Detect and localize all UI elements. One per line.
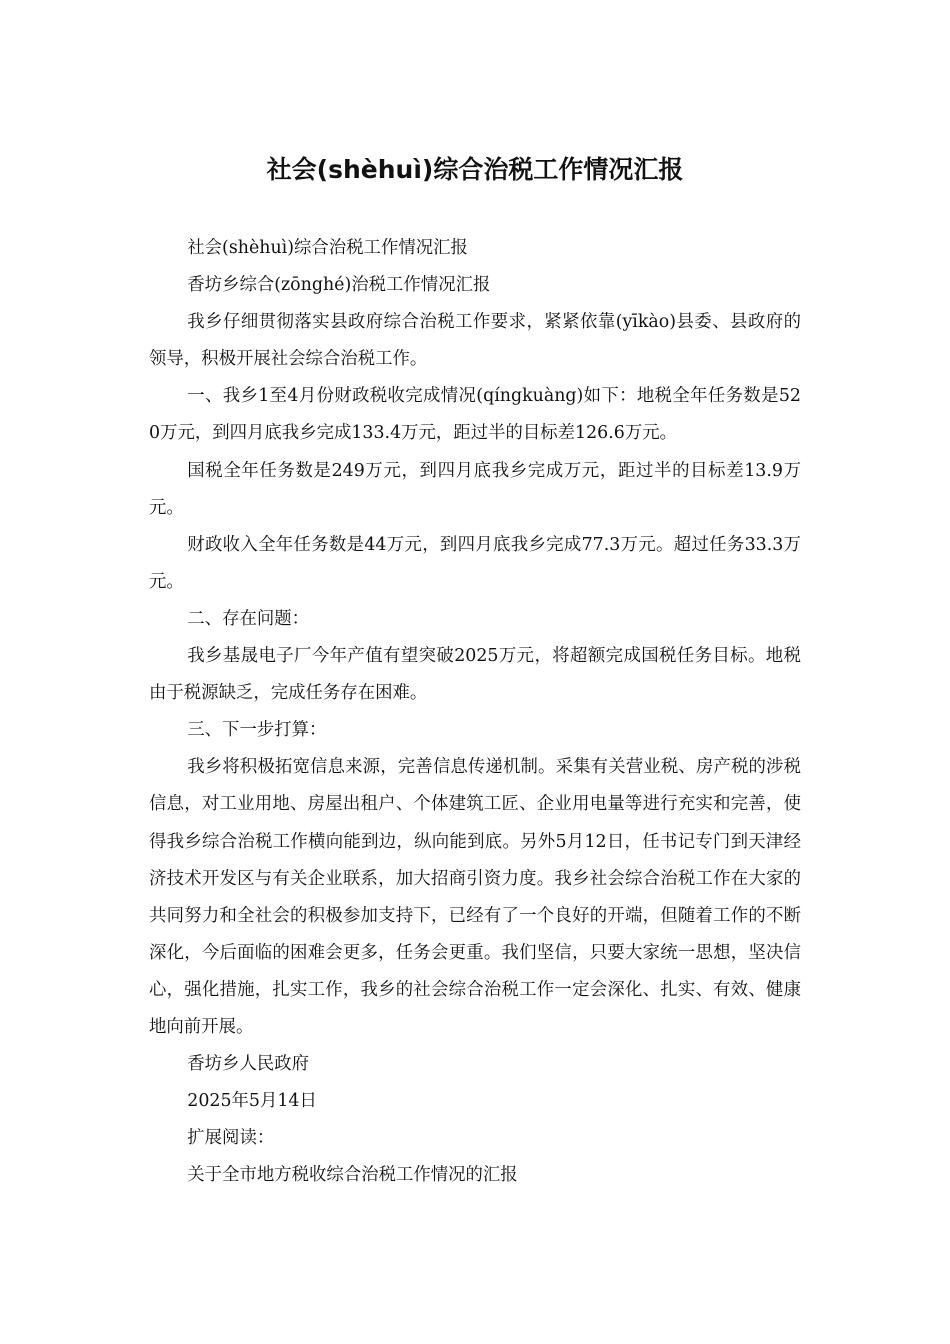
paragraph-national-tax: 国税全年任务数是249万元，到四月底我乡完成万元，距过半的目标差13.9万元。 (149, 460, 801, 518)
paragraph-local-tax: 一、我乡1至4月份财政税收完成情况(qíngkuàng)如下：地税全年任务数是520万元，到四月底我乡完成133.4万元，距过半的目标差126.6万元。 (149, 386, 801, 444)
paragraph-report-heading: 香坊乡综合(zōnghé)治税工作情况汇报 (187, 275, 491, 296)
paragraph-subtitle: 社会(shèhuì)综合治税工作情况汇报 (187, 238, 468, 258)
extended-reading-label: 扩展阅读： (187, 1128, 275, 1149)
signature-organization: 香坊乡人民政府 (187, 1054, 310, 1075)
paragraph-fiscal-revenue: 财政收入全年任务数是44万元，到四月底我乡完成77.3万元。超过任务33.3万元。 (149, 534, 801, 592)
document-body (149, 230, 801, 1194)
document-title: 社会(shèhuì)综合治税工作情况汇报 (266, 155, 684, 184)
signature-date: 2025年5月14日 (187, 1091, 317, 1112)
paragraph-intro: 我乡仔细贯彻落实县政府综合治税工作要求，紧紧依靠(yīkào)县委、县政府的领导，积极开展社会综合治税工作。 (149, 312, 801, 370)
extended-reading-item: 关于全市地方税收综合治税工作情况的汇报 (187, 1165, 518, 1186)
section-heading-next-steps: 三、下一步打算： (187, 720, 327, 741)
section-heading-problems: 二、存在问题： (187, 608, 310, 629)
paragraph-problems: 我乡基晟电子厂今年产值有望突破2025万元，将超额完成国税任务目标。地税由于税源缺乏，完成任务存在困难。 (149, 646, 801, 704)
paragraph-next-steps: 我乡将积极拓宽信息来源，完善信息传递机制。采集有关营业税、房产税的涉税信息，对工业用地、房屋出租户、个体建筑工匠、企业用电量等进行充实和完善，使得我乡综合治税工作横向能到边，纵向能到底。另外5月12日，任书记专门到天津经济技术开发区与有关企业联系，加大招商引资力度。我乡社会综合治税工作在大家的共同努力和全社会的积极参加支持下，已经有了一个良好的开端，但随着工作的不断深化，今后面临的困难会更多，任务会更重。我们坚信，只要大家统一思想，坚决信心，强化措施，扎实工作，我乡的社会综合治税工作一定会深化、扎实、有效、健康地向前开展。 (149, 757, 801, 1037)
